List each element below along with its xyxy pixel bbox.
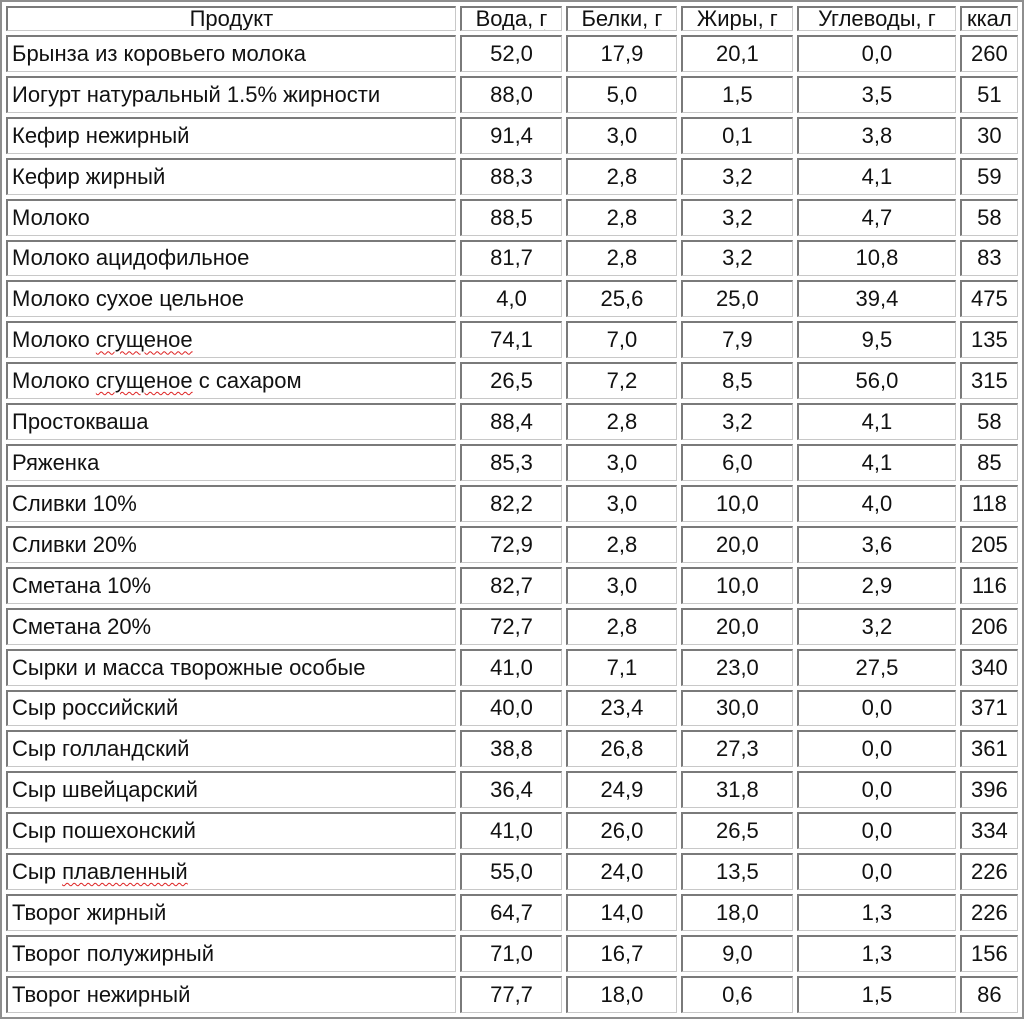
cell-product: Сыр плавленный [6, 853, 456, 890]
cell-carbs: 0,0 [797, 690, 956, 727]
cell-fat: 0,6 [681, 976, 793, 1013]
cell-protein: 26,8 [566, 730, 676, 767]
cell-product: Сырки и масса творожные особые [6, 649, 456, 686]
cell-protein: 7,1 [566, 649, 676, 686]
cell-fat: 20,0 [681, 608, 793, 645]
cell-carbs: 56,0 [797, 362, 956, 399]
cell-water: 40,0 [460, 690, 562, 727]
cell-water: 81,7 [460, 240, 562, 277]
cell-fat: 20,0 [681, 526, 793, 563]
cell-product: Молоко ацидофильное [6, 240, 456, 277]
cell-carbs: 1,3 [797, 935, 956, 972]
table-row [6, 321, 1018, 358]
cell-protein: 18,0 [566, 976, 676, 1013]
cell-water: 72,9 [460, 526, 562, 563]
table-row [6, 35, 1018, 72]
cell-carbs: 2,9 [797, 567, 956, 604]
cell-kcal: 361 [960, 730, 1018, 767]
cell-kcal: 83 [960, 240, 1018, 277]
cell-fat: 3,2 [681, 403, 793, 440]
cell-water: 74,1 [460, 321, 562, 358]
cell-product: Молоко сгущеное [6, 321, 456, 358]
cell-water: 72,7 [460, 608, 562, 645]
cell-kcal: 30 [960, 117, 1018, 154]
table-row [6, 935, 1018, 972]
cell-product: Простокваша [6, 403, 456, 440]
cell-carbs: 3,2 [797, 608, 956, 645]
cell-protein: 2,8 [566, 199, 676, 236]
cell-kcal: 205 [960, 526, 1018, 563]
cell-protein: 14,0 [566, 894, 676, 931]
table-row [6, 76, 1018, 113]
table-row [6, 812, 1018, 849]
cell-water: 88,4 [460, 403, 562, 440]
table-row [6, 158, 1018, 195]
cell-carbs: 4,1 [797, 158, 956, 195]
table-row [6, 976, 1018, 1013]
cell-protein: 5,0 [566, 76, 676, 113]
cell-fat: 26,5 [681, 812, 793, 849]
cell-kcal: 58 [960, 199, 1018, 236]
cell-fat: 3,2 [681, 158, 793, 195]
cell-product: Кефир жирный [6, 158, 456, 195]
cell-fat: 27,3 [681, 730, 793, 767]
cell-carbs: 1,5 [797, 976, 956, 1013]
cell-protein: 3,0 [566, 444, 676, 481]
cell-protein: 23,4 [566, 690, 676, 727]
header-row [6, 6, 1018, 31]
cell-product: Сливки 10% [6, 485, 456, 522]
cell-carbs: 4,1 [797, 403, 956, 440]
header-protein: Белки, г [566, 6, 676, 31]
table-row [6, 567, 1018, 604]
cell-kcal: 118 [960, 485, 1018, 522]
cell-fat: 3,2 [681, 199, 793, 236]
cell-fat: 20,1 [681, 35, 793, 72]
cell-product: Молоко сгущеное с сахаром [6, 362, 456, 399]
cell-kcal: 58 [960, 403, 1018, 440]
cell-protein: 2,8 [566, 526, 676, 563]
cell-protein: 3,0 [566, 567, 676, 604]
cell-protein: 2,8 [566, 240, 676, 277]
cell-water: 36,4 [460, 771, 562, 808]
cell-kcal: 206 [960, 608, 1018, 645]
table-row [6, 362, 1018, 399]
table-row [6, 894, 1018, 931]
cell-protein: 3,0 [566, 117, 676, 154]
cell-protein: 24,9 [566, 771, 676, 808]
cell-water: 55,0 [460, 853, 562, 890]
cell-protein: 2,8 [566, 608, 676, 645]
table-row [6, 730, 1018, 767]
cell-fat: 23,0 [681, 649, 793, 686]
cell-protein: 7,0 [566, 321, 676, 358]
cell-product: Молоко сухое цельное [6, 280, 456, 317]
cell-kcal: 135 [960, 321, 1018, 358]
cell-kcal: 334 [960, 812, 1018, 849]
cell-water: 38,8 [460, 730, 562, 767]
cell-fat: 13,5 [681, 853, 793, 890]
table-row [6, 403, 1018, 440]
cell-water: 82,2 [460, 485, 562, 522]
header-product: Продукт [6, 6, 456, 31]
cell-fat: 3,2 [681, 240, 793, 277]
cell-kcal: 59 [960, 158, 1018, 195]
cell-protein: 17,9 [566, 35, 676, 72]
cell-water: 41,0 [460, 649, 562, 686]
cell-carbs: 9,5 [797, 321, 956, 358]
cell-protein: 2,8 [566, 403, 676, 440]
header-water: Вода, г [460, 6, 562, 31]
cell-water: 85,3 [460, 444, 562, 481]
cell-carbs: 3,8 [797, 117, 956, 154]
table-row [6, 280, 1018, 317]
cell-protein: 3,0 [566, 485, 676, 522]
cell-kcal: 396 [960, 771, 1018, 808]
table-body [6, 35, 1018, 1013]
cell-product: Сливки 20% [6, 526, 456, 563]
cell-carbs: 27,5 [797, 649, 956, 686]
cell-product: Брынза из коровьего молока [6, 35, 456, 72]
table-row [6, 608, 1018, 645]
cell-water: 26,5 [460, 362, 562, 399]
cell-fat: 1,5 [681, 76, 793, 113]
cell-carbs: 0,0 [797, 730, 956, 767]
cell-fat: 10,0 [681, 567, 793, 604]
cell-water: 52,0 [460, 35, 562, 72]
table-row [6, 199, 1018, 236]
cell-fat: 30,0 [681, 690, 793, 727]
cell-kcal: 371 [960, 690, 1018, 727]
cell-kcal: 340 [960, 649, 1018, 686]
cell-water: 91,4 [460, 117, 562, 154]
cell-carbs: 10,8 [797, 240, 956, 277]
cell-product: Сметана 20% [6, 608, 456, 645]
table-row [6, 690, 1018, 727]
cell-product: Иогурт натуральный 1.5% жирности [6, 76, 456, 113]
cell-carbs: 39,4 [797, 280, 956, 317]
table-row [6, 771, 1018, 808]
table-row [6, 485, 1018, 522]
table-row [6, 240, 1018, 277]
cell-protein: 26,0 [566, 812, 676, 849]
cell-fat: 0,1 [681, 117, 793, 154]
cell-product: Молоко [6, 199, 456, 236]
cell-fat: 10,0 [681, 485, 793, 522]
cell-kcal: 226 [960, 853, 1018, 890]
cell-fat: 25,0 [681, 280, 793, 317]
cell-water: 4,0 [460, 280, 562, 317]
cell-fat: 6,0 [681, 444, 793, 481]
cell-carbs: 0,0 [797, 853, 956, 890]
cell-kcal: 475 [960, 280, 1018, 317]
cell-carbs: 3,6 [797, 526, 956, 563]
cell-kcal: 86 [960, 976, 1018, 1013]
cell-product: Кефир нежирный [6, 117, 456, 154]
cell-carbs: 4,7 [797, 199, 956, 236]
table-row [6, 117, 1018, 154]
cell-protein: 7,2 [566, 362, 676, 399]
cell-kcal: 315 [960, 362, 1018, 399]
cell-protein: 25,6 [566, 280, 676, 317]
cell-carbs: 0,0 [797, 812, 956, 849]
cell-water: 64,7 [460, 894, 562, 931]
cell-carbs: 0,0 [797, 771, 956, 808]
cell-carbs: 4,0 [797, 485, 956, 522]
cell-product: Ряженка [6, 444, 456, 481]
cell-product: Творог полужирный [6, 935, 456, 972]
cell-product: Сыр швейцарский [6, 771, 456, 808]
cell-water: 77,7 [460, 976, 562, 1013]
cell-fat: 9,0 [681, 935, 793, 972]
cell-product: Творог нежирный [6, 976, 456, 1013]
cell-kcal: 260 [960, 35, 1018, 72]
cell-product: Творог жирный [6, 894, 456, 931]
header-carbs: Углеводы, г [797, 6, 956, 31]
cell-carbs: 1,3 [797, 894, 956, 931]
table-row [6, 526, 1018, 563]
header-kcal: ккал [960, 6, 1018, 31]
cell-fat: 31,8 [681, 771, 793, 808]
header-fat: Жиры, г [681, 6, 793, 31]
cell-product: Сметана 10% [6, 567, 456, 604]
cell-water: 88,0 [460, 76, 562, 113]
cell-kcal: 156 [960, 935, 1018, 972]
cell-carbs: 4,1 [797, 444, 956, 481]
cell-product: Сыр российский [6, 690, 456, 727]
cell-fat: 7,9 [681, 321, 793, 358]
cell-water: 88,3 [460, 158, 562, 195]
cell-carbs: 3,5 [797, 76, 956, 113]
cell-water: 71,0 [460, 935, 562, 972]
table-row [6, 853, 1018, 890]
cell-kcal: 116 [960, 567, 1018, 604]
cell-water: 82,7 [460, 567, 562, 604]
cell-protein: 2,8 [566, 158, 676, 195]
cell-kcal: 51 [960, 76, 1018, 113]
cell-protein: 24,0 [566, 853, 676, 890]
cell-fat: 8,5 [681, 362, 793, 399]
cell-kcal: 226 [960, 894, 1018, 931]
table-row [6, 649, 1018, 686]
cell-product: Сыр пошехонский [6, 812, 456, 849]
cell-water: 88,5 [460, 199, 562, 236]
cell-carbs: 0,0 [797, 35, 956, 72]
table-row [6, 444, 1018, 481]
cell-water: 41,0 [460, 812, 562, 849]
cell-fat: 18,0 [681, 894, 793, 931]
cell-protein: 16,7 [566, 935, 676, 972]
cell-kcal: 85 [960, 444, 1018, 481]
cell-product: Сыр голландский [6, 730, 456, 767]
